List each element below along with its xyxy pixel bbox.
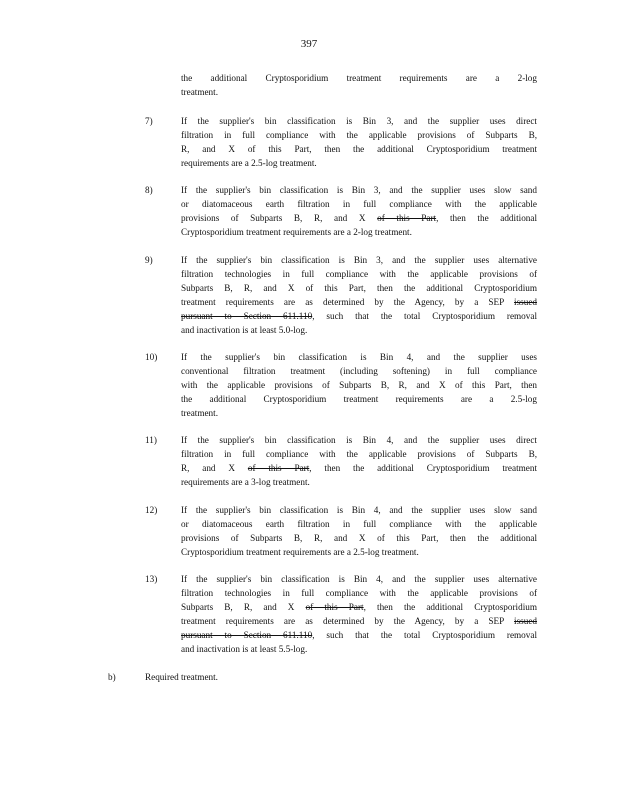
item-number-9: 9) — [145, 255, 153, 265]
item-line-with-strike — [181, 629, 537, 643]
item-10-text — [181, 351, 537, 421]
text-fragment: , then the additional Cryptosporidium — [363, 601, 537, 612]
item-line: and inactivation is at least 5.5-log. — [181, 643, 308, 654]
struck-text: of this Part — [377, 212, 437, 223]
struck-text: pursuant to Section 611.110 — [181, 310, 313, 321]
item-line: Cryptosporidium treatment requirements are a 2.5-log treatment. — [181, 546, 419, 557]
item-line: or diatomaceous earth filtration in full compliance with the applicable — [181, 518, 537, 529]
item-line: If the supplier's bin classification is Bin 4, and the supplier uses direct — [181, 435, 537, 445]
item-number-10: 10) — [145, 352, 158, 362]
struck-text: of this Part — [305, 601, 364, 612]
item-8-text — [181, 184, 537, 240]
item-line: If the supplier's bin classification is Bin 4, and the supplier uses alternative — [181, 574, 537, 584]
item-line: conventional filtration treatment (including softening) in full compliance — [181, 365, 537, 376]
item-line: treatment. — [181, 407, 218, 418]
item-line: Subparts B, R, and X of this Part, then the additional Cryptosporidium — [181, 282, 537, 293]
item-line: and inactivation is at least 5.0-log. — [181, 324, 308, 335]
item-number-13: 13) — [145, 574, 158, 584]
item-number-11: 11) — [145, 435, 157, 445]
item-number-7: 7) — [145, 116, 153, 126]
item-line: the additional Cryptosporidium treatment requirements are a 2.5-log — [181, 393, 537, 404]
item-line: filtration in full compliance with the applicable provisions of Subparts B, — [181, 448, 537, 459]
item-line: requirements are a 3-log treatment. — [181, 476, 310, 487]
item-13-text — [181, 573, 537, 656]
intro-line: the additional Cryptosporidium treatment requirements are a 2-log — [181, 73, 537, 83]
item-7-text — [181, 115, 537, 171]
text-fragment: Subparts B, R, and X — [181, 601, 295, 612]
text-fragment: treatment requirements are as determined by the Agency, by a SEP — [181, 296, 504, 307]
text-fragment: treatment requirements are as determined by the Agency, by a SEP — [181, 615, 504, 626]
struck-text: issued — [514, 615, 538, 626]
item-line: If the supplier's bin classification is Bin 3, and the supplier uses alternative — [181, 255, 537, 265]
item-line-with-strike — [181, 296, 537, 310]
item-line: Cryptosporidium treatment requirements are a 2-log treatment. — [181, 226, 412, 237]
text-fragment: , then the additional — [436, 212, 538, 223]
item-line: If the supplier's bin classification is Bin 3, and the supplier uses slow sand — [181, 185, 537, 195]
struck-text: of this Part — [247, 462, 310, 473]
item-line-with-strike — [181, 310, 537, 324]
item-number-8: 8) — [145, 185, 153, 195]
item-11-text — [181, 434, 537, 490]
item-line: provisions of Subparts B, R, and X of this Part, then the additional — [181, 532, 537, 543]
text-fragment: , such that the total Cryptosporidium removal — [312, 629, 537, 640]
item-line: with the applicable provisions of Subparts B, R, and X of this Part, then — [181, 379, 537, 390]
item-line: or diatomaceous earth filtration in full compliance with the applicable — [181, 198, 537, 209]
text-fragment: R, and X — [181, 462, 236, 473]
item-9-text — [181, 254, 537, 337]
text-fragment: , such that the total Cryptosporidium removal — [312, 310, 537, 321]
struck-text: pursuant to Section 611.110 — [181, 629, 313, 640]
item-line: R, and X of this Part, then the additional Cryptosporidium treatment — [181, 143, 537, 154]
item-line-with-strike — [181, 601, 537, 615]
item-line-with-strike — [181, 212, 537, 226]
item-line: filtration technologies in full compliance with the applicable provisions of — [181, 587, 537, 598]
item-line: requirements are a 2.5-log treatment. — [181, 157, 317, 168]
intro-paragraph — [181, 72, 537, 100]
item-line: If the supplier's bin classification is Bin 4, and the supplier uses slow sand — [181, 505, 537, 515]
section-b-label: b) — [108, 672, 116, 682]
text-fragment: provisions of Subparts B, R, and X — [181, 212, 366, 223]
page-number: 397 — [300, 38, 318, 50]
item-number-12: 12) — [145, 505, 158, 515]
section-b-heading: Required treatment. — [145, 672, 218, 682]
item-line-with-strike — [181, 462, 537, 476]
intro-line: treatment. — [181, 86, 218, 97]
item-line: If the supplier's bin classification is Bin 3, and the supplier uses direct — [181, 116, 537, 126]
item-line: filtration technologies in full compliance with the applicable provisions of — [181, 268, 537, 279]
text-fragment: , then the additional Cryptosporidium treatment — [309, 462, 538, 473]
item-line: filtration in full compliance with the applicable provisions of Subparts B, — [181, 129, 537, 140]
struck-text: issued — [514, 296, 538, 307]
item-12-text — [181, 504, 537, 560]
item-line: If the supplier's bin classification is Bin 4, and the supplier uses — [181, 352, 537, 362]
item-line-with-strike — [181, 615, 537, 629]
